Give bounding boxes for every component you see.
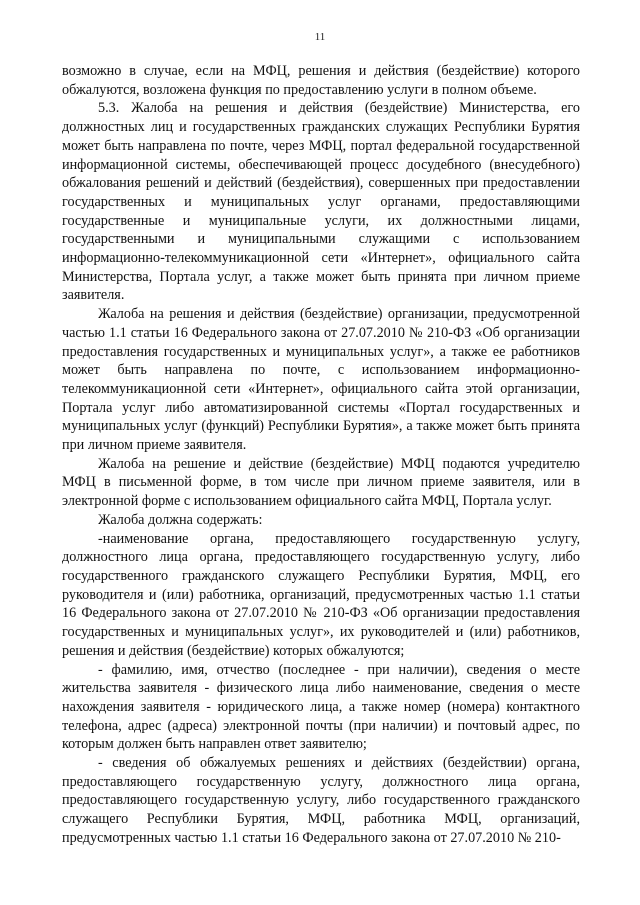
paragraph: - фамилию, имя, отчество (последнее - при наличии), сведения о месте жительства заявителя - физического лица либо наименование, сведения о месте нахождения заявителя - юридического лица, а также номер (номера) контактного телефона, адрес (адреса) электронной почты (при наличии) и почтовый адрес, по которым должен быть направлен ответ заявителю; [62, 661, 580, 753]
paragraph: возможно в случае, если на МФЦ, решения и действия (бездействие) которого обжалуются, возложена функция по предоставлению услуги в полном объеме. [62, 63, 580, 98]
paragraph: Жалоба должна содержать: [98, 511, 263, 528]
paragraph: -наименование органа, предоставляющего государственную услугу, должностного лица органа, предоставляющего государственную услугу, либо государственного гражданского служащего Республики Бурятия, МФЦ, его руководителя и (или) работника, организаций, предусмотренных частью 1.1 статьи 16 Федерального закона от 27.07.2010 № 210-ФЗ «Об организации предоставления государственных и муниципальных услуг», их руководителей и (или) работников, решения и действия (бездействие) которых обжалуются; [62, 530, 580, 659]
paragraph: - сведения об обжалуемых решениях и действиях (бездействии) органа, предоставляющего государственную услугу, должностного лица органа, предоставляющего государственную услугу, либо государственного гражданского служащего Республики Бурятия, МФЦ, работника МФЦ, организаций, предусмотренных частью 1.1 статьи 16 Федерального закона от 27.07.2010 № 210- [62, 755, 580, 846]
paragraph: Жалоба на решение и действие (бездействие) МФЦ подаются учредителю МФЦ в письменной форме, в том числе при личном приеме заявителя, или в электронной форме с использованием официального сайта МФЦ, Портала услуг. [62, 455, 580, 510]
paragraph: Жалоба на решения и действия (бездействие) организации, предусмотренной частью 1.1 статьи 16 Федерального закона от 27.07.2010 № 210-ФЗ «Об организации предоставления государственных и муниципальных услуг», а также ее работников может быть направлена по почте, с использованием информационно-телекоммуникационной сети «Интернет», официального сайта этой организации, Портала услуг либо автоматизированной системы «Портал государственных и муниципальных услуг (функций) Республики Бурятия», а также может быть принята при личном приеме заявителя. [62, 306, 580, 454]
document-body [62, 62, 580, 848]
paragraph: 5.3. Жалоба на решения и действия (бездействие) Министерства, его должностных лиц и государственных гражданских служащих Республики Бурятия может быть направлена по почте, через МФЦ, портал федеральной государственной информационной системы, обеспечивающей процесс досудебного (внесудебного) обжалования решений и действий (бездействия), совершенных при предоставлении государственных и муниципальных услуг органами, предоставляющими государственные и муниципальные услуги, их должностными лицами, государственными и муниципальными служащими с использованием информационно-телекоммуникационной сети «Интернет», официального сайта Министерства, Портала услуг, а также может быть принята при личном приеме заявителя. [62, 100, 580, 304]
page-number: 11 [314, 31, 326, 43]
